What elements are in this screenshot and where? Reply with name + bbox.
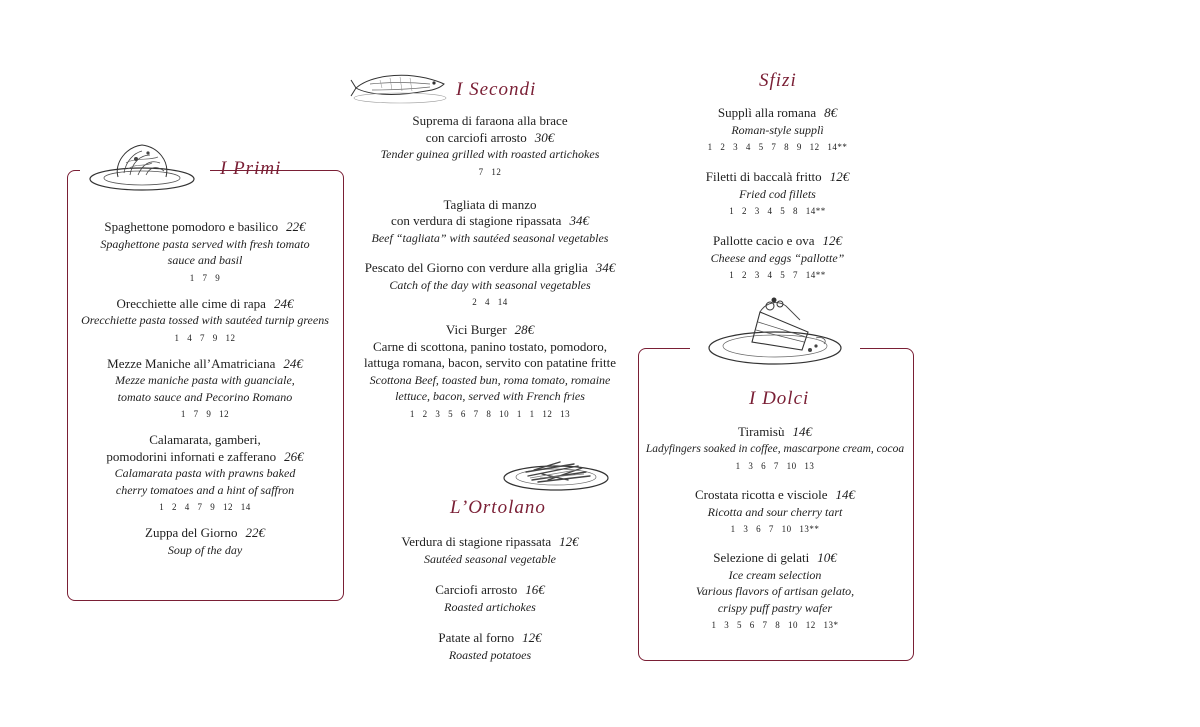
list-item bbox=[650, 233, 905, 281]
primi-title: I Primi bbox=[220, 158, 282, 179]
dish-name: Spaghettone pomodoro e basilico bbox=[104, 219, 279, 234]
list-item bbox=[72, 525, 338, 558]
secondi-title: I Secondi bbox=[456, 79, 537, 100]
dish-name: Crostata ricotta e visciole bbox=[695, 487, 828, 502]
allergen-codes: 2 4 14 bbox=[472, 297, 508, 307]
dish-name: Suprema di faraona alla brace bbox=[412, 113, 568, 128]
list-item bbox=[72, 296, 338, 344]
dish-name: Selezione di gelati bbox=[713, 550, 810, 565]
dish-description: Scottona Beef, toasted bun, roma tomato, romaine lettuce, bacon, served with French fries bbox=[369, 372, 611, 403]
dish-name: Supplì alla romana bbox=[717, 105, 817, 120]
allergen-codes: 1 3 6 7 10 13 bbox=[735, 461, 815, 471]
list-item bbox=[72, 219, 338, 284]
dish-price: 16€ bbox=[525, 582, 545, 597]
dish-description: Catch of the day with seasonal vegetables bbox=[389, 277, 591, 292]
dish-price: 12€ bbox=[559, 534, 579, 549]
allergen-codes: 7 12 bbox=[478, 166, 502, 177]
list-item bbox=[355, 630, 625, 663]
fries-plate-illustration bbox=[498, 448, 616, 498]
dish-price: 24€ bbox=[273, 295, 294, 311]
dish-price: 22€ bbox=[286, 219, 306, 234]
dish-description: Tender guinea grilled with roasted artichokes bbox=[380, 147, 600, 161]
dish-price: 10€ bbox=[817, 550, 837, 565]
dish-description: Roman-style supplì bbox=[731, 122, 824, 137]
allergen-codes: 1 7 9 bbox=[189, 272, 221, 283]
allergen-codes: 1 3 5 6 7 8 10 12 13* bbox=[711, 620, 839, 630]
dish-price: 12€ bbox=[822, 233, 842, 248]
list-item bbox=[643, 487, 907, 535]
dish-name: Pescato del Giorno con verdure alla griglia bbox=[364, 260, 588, 275]
cake-slice-illustration bbox=[690, 290, 860, 376]
dish-name: Vici Burger bbox=[445, 322, 507, 337]
dolci-title: I Dolci bbox=[749, 388, 810, 409]
dish-price: 12€ bbox=[522, 630, 542, 645]
dish-price: 8€ bbox=[824, 105, 838, 120]
dish-name: Filetti di baccalà fritto bbox=[705, 169, 822, 184]
dish-name: Patate al forno bbox=[438, 630, 515, 645]
dish-description: Fried cod fillets bbox=[739, 186, 816, 201]
dish-description: Roasted potatoes bbox=[448, 647, 532, 662]
allergen-codes: 1 2 3 5 6 7 8 10 1 1 12 13 bbox=[409, 408, 571, 419]
allergen-codes: 1 2 3 4 5 7 8 9 12 14** bbox=[707, 142, 848, 152]
sfizi-title: Sfizi bbox=[759, 70, 797, 91]
list-item bbox=[355, 322, 625, 420]
dish-name: Calamarata, gamberi, bbox=[149, 432, 261, 447]
dish-price: 28€ bbox=[514, 322, 535, 337]
list-item bbox=[355, 197, 625, 247]
dish-name: Mezze Maniche all’Amatriciana bbox=[107, 355, 276, 371]
list-item bbox=[355, 113, 625, 178]
list-item bbox=[72, 432, 338, 513]
dish-name: Pallotte cacio e ova bbox=[713, 233, 815, 248]
dish-price: 26€ bbox=[284, 448, 304, 464]
fish-illustration bbox=[350, 64, 450, 106]
dish-name: Zuppa del Giorno bbox=[145, 525, 238, 540]
list-item bbox=[355, 534, 625, 567]
primi-list bbox=[72, 219, 338, 558]
secondi-list bbox=[355, 113, 625, 420]
sfizi-list bbox=[650, 105, 905, 281]
dish-price: 22€ bbox=[245, 525, 265, 540]
dish-description: Cheese and eggs “pallotte” bbox=[710, 250, 845, 265]
dish-price: 14€ bbox=[792, 424, 812, 439]
allergen-codes: 1 7 9 12 bbox=[180, 409, 230, 419]
dish-name: Tiramisù bbox=[738, 424, 785, 439]
dish-name: Tagliata di manzo bbox=[443, 196, 537, 212]
dish-description: Soup of the day bbox=[167, 542, 243, 557]
list-item bbox=[650, 169, 905, 217]
allergen-codes: 1 2 3 4 5 7 14** bbox=[729, 270, 826, 280]
dish-description: Orecchiette pasta tossed with sautéed turnip greens bbox=[81, 313, 329, 327]
dish-name: Orecchiette alle cime di rapa bbox=[116, 295, 266, 311]
dish-description: Calamarata pasta with prawns baked cherry tomatoes and a hint of saffron bbox=[114, 466, 296, 497]
ortolano-list bbox=[355, 534, 625, 663]
dish-description-detail: Various flavors of artisan gelato, crispy puff pastry wafer bbox=[695, 584, 855, 615]
ortolano-title: L’Ortolano bbox=[450, 497, 546, 518]
dish-name: Verdura di stagione ripassata bbox=[401, 534, 552, 549]
allergen-codes: 1 3 6 7 10 13** bbox=[730, 524, 820, 534]
list-item bbox=[643, 550, 907, 631]
dish-description: Ice cream selection bbox=[728, 567, 822, 582]
dish-description: Beef “tagliata” with sautéed seasonal vegetables bbox=[371, 230, 609, 245]
list-item bbox=[643, 424, 907, 472]
allergen-codes: 1 2 4 7 9 12 14 bbox=[159, 502, 251, 512]
pasta-plate-illustration bbox=[80, 133, 210, 195]
dolci-list bbox=[643, 424, 907, 631]
dish-price: 30€ bbox=[534, 129, 555, 145]
dish-description: Ladyfingers soaked in coffee, mascarpone cream, cocoa bbox=[645, 442, 905, 455]
dish-description: Mezze maniche pasta with guanciale, tomato sauce and Pecorino Romano bbox=[115, 373, 295, 404]
dish-description: Sautéed seasonal vegetable bbox=[424, 551, 556, 566]
dish-description: Ricotta and sour cherry tart bbox=[707, 504, 843, 519]
dish-name-line-2: con verdura di stagione ripassata bbox=[391, 213, 562, 228]
list-item bbox=[650, 105, 905, 153]
allergen-codes: 1 4 7 9 12 bbox=[174, 332, 236, 343]
list-item bbox=[72, 356, 338, 421]
dish-price: 24€ bbox=[283, 355, 303, 371]
dish-description: Spaghettone pasta served with fresh tomato sauce and basil bbox=[100, 236, 310, 267]
dish-description: Roasted artichokes bbox=[444, 599, 536, 614]
dish-price: 12€ bbox=[829, 169, 850, 184]
allergen-codes: 1 2 3 4 5 8 14** bbox=[729, 206, 826, 216]
list-item bbox=[355, 260, 625, 308]
dish-name-line-2: pomodorini infornati e zafferano bbox=[106, 448, 277, 464]
dish-price: 34€ bbox=[595, 260, 616, 275]
dish-name: Carciofi arrosto bbox=[435, 582, 518, 597]
list-item bbox=[355, 582, 625, 615]
dish-name-line-2: con carciofi arrosto bbox=[425, 129, 527, 145]
dish-price: 14€ bbox=[835, 487, 855, 502]
dish-price: 34€ bbox=[569, 213, 589, 228]
dish-ingredients: Carne di scottona, panino tostato, pomodoro, lattuga romana, bacon, servito con patatine fritte bbox=[364, 338, 616, 370]
